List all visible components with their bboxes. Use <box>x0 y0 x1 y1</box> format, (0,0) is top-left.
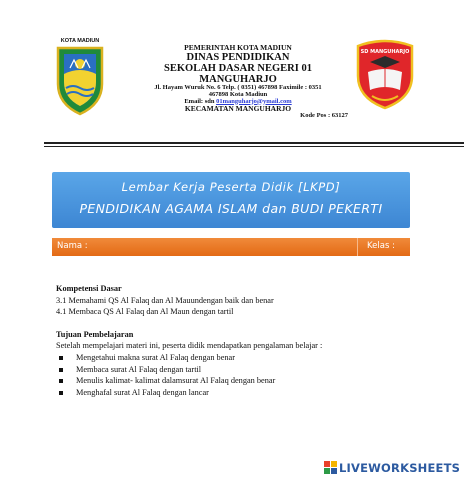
letterhead-village: MANGUHARJO <box>199 73 277 85</box>
letterhead-address: Jl. Hayam Wuruk No. 6 Telp. ( 0351) 467898 Faximile : 0351 <box>154 83 322 91</box>
student-info-bar <box>52 238 410 256</box>
letterhead-school: SEKOLAH DASAR NEGERI 01 <box>164 62 312 74</box>
liveworksheets-wordmark: LIVEWORKSHEETS <box>339 461 461 475</box>
school-emblem-caption: SD MANGUHARJO <box>360 49 410 55</box>
letterhead-rule-thin <box>44 146 464 147</box>
worksheet-content <box>56 283 456 398</box>
tujuan-heading: Tujuan Pembelajaran <box>56 329 134 339</box>
kota-madiun-caption: KOTA MADIUN <box>50 38 110 44</box>
letterhead-agency: DINAS PENDIDIKAN <box>186 51 290 63</box>
tujuan-intro: Setelah mempelajari materi ini, peserta didik mendapatkan pengalaman belajar : <box>56 341 323 351</box>
kompetensi-heading: Kompetensi Dasar <box>56 284 122 293</box>
list-item: Menulis kalimat- kalimat dalamsurat Al Falaq dengan benar <box>56 375 456 387</box>
letterhead-government: PEMERINTAH KOTA MADIUN <box>184 43 292 52</box>
worksheet-title: Lembar Kerja Peserta Didik [LKPD] <box>121 180 341 194</box>
list-item: Menghafal surat Al Falaq dengan lancar <box>56 387 456 399</box>
worksheet-subject: PENDIDIKAN AGAMA ISLAM dan BUDI PEKERTI <box>79 201 383 216</box>
email-link[interactable]: 01manguharjo@ymail.com <box>216 97 292 105</box>
kompetensi-item: 4.1 Membaca QS Al Falaq dan Al Maun dengan tartil <box>56 307 234 317</box>
school-logo <box>350 38 420 110</box>
list-item: Mengetahui makna surat Al Falaq dengan benar <box>56 352 456 364</box>
letterhead-postal-code: Kode Pos : 63127 <box>300 112 348 120</box>
kota-madiun-crest-icon <box>50 38 110 118</box>
kelas-field[interactable]: Kelas : <box>367 241 395 251</box>
letterhead-address-cont: 467898 Kota Madiun <box>208 90 268 98</box>
liveworksheets-logo[interactable] <box>324 461 460 477</box>
email-label: Email: sdn <box>184 97 217 105</box>
list-item: Membaca surat Al Falaq dengan tartil <box>56 364 456 376</box>
school-emblem-icon <box>350 38 420 110</box>
info-separator <box>357 238 358 256</box>
tujuan-list <box>56 352 456 398</box>
nama-field[interactable]: Nama : <box>57 241 88 251</box>
letterhead <box>118 44 358 120</box>
kompetensi-item: 3.1 Memahami QS Al Falaq dan Al Mauundengan baik dan benar <box>56 295 274 305</box>
letterhead-rule-thick <box>44 142 464 144</box>
worksheet-title-banner <box>52 172 410 228</box>
liveworksheets-mark-icon <box>324 461 338 477</box>
kota-madiun-logo <box>50 38 110 118</box>
letterhead-district: KECAMATAN MANGUHARJO <box>184 104 292 114</box>
